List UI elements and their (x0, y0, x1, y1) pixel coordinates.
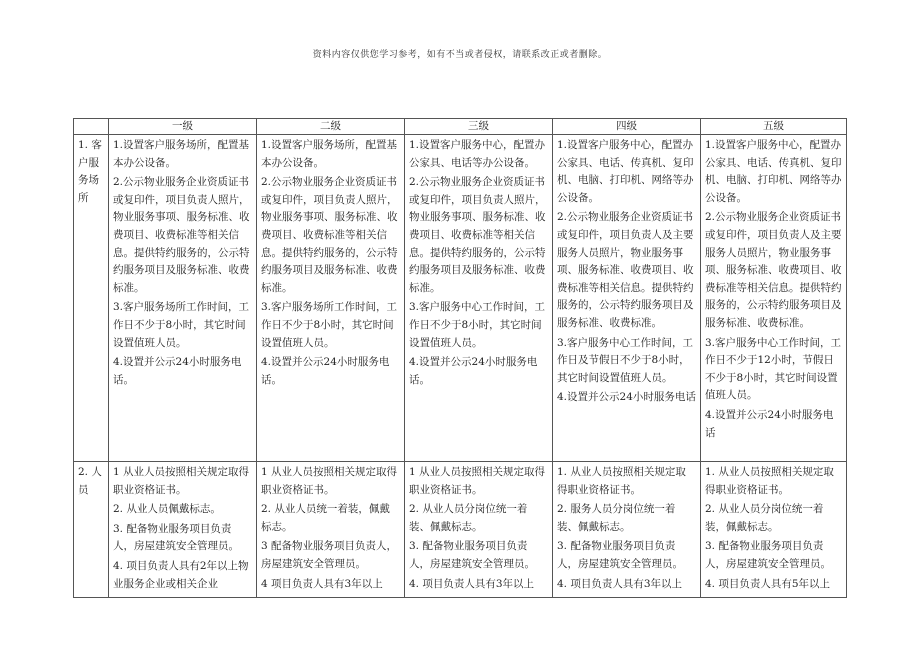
cell-item: 2. 从业人员分岗位统一着装，佩戴标志。 (705, 503, 824, 533)
row-category: 1. 客户服务场所 (74, 135, 109, 462)
cell-item: 2. 从业人员佩戴标志。 (113, 503, 221, 516)
cell-item: 3.客户服务中心工作时间，工作日不少于12小时，节假日不少于8小时，其它时间设置值班人员。 (705, 336, 842, 402)
cell-item: 4.设置并公示24小时服务电话 (705, 408, 834, 439)
cell-item: 3. 配备物业服务项目负责人，房屋建筑安全管理员。 (705, 540, 831, 570)
cell-item: 4 项目负责人具有3年以上 (261, 577, 383, 590)
table-row (74, 135, 847, 462)
level-5-cell (701, 462, 847, 598)
cell-item: 3.客户服务中心工作时间，工作日不少于8小时，其它时间设置值班人员。 (409, 301, 546, 349)
cell-item: 3.客户服务场所工作时间，工作日不少于8小时，其它时间设置值班人员。 (261, 301, 398, 349)
cell-item: 4. 项目负责人具有3年以上 (409, 577, 535, 590)
table-row (74, 462, 847, 598)
header-level-3: 三级 (405, 119, 553, 135)
cell-item: 2.公示物业服务企业资质证书或复印件，项目负责人照片，物业服务事项、服务标准、收费项目、收费标准等相关信息。提供特约服务的，公示特约服务项目及服务标准、收费标准。 (113, 176, 250, 294)
cell-item: 2.公示物业服务企业资质证书或复印件，项目负责人照片，物业服务事项、服务标准、收费项目、收费标准等相关信息。提供特约服务的，公示特约服务项目及服务标准、收费标准。 (261, 176, 398, 294)
cell-item: 2. 从业人员分岗位统一着装、佩戴标志。 (409, 503, 528, 533)
cell-item: 1.设置客户服务中心，配置办公家具、电话、传真机、复印机、电脑、打印机、网络等办公设备。 (705, 139, 842, 204)
cell-item: 3. 配备物业服务项目负责人，房屋建筑安全管理员。 (113, 522, 239, 553)
cell-item: 1.设置客户服务场所，配置基本办公设备。 (261, 139, 398, 169)
cell-item: 3. 配备物业服务项目负责人，房屋建筑安全管理员。 (409, 540, 535, 570)
cell-item: 4.设置并公示24小时服务电话 (557, 391, 696, 404)
cell-item: 2. 服务人员分岗位统一着装、佩戴标志。 (557, 503, 676, 533)
row-category: 2. 人员 (74, 462, 109, 598)
level-1-cell (109, 462, 257, 598)
header-blank-cell (74, 119, 109, 135)
header-level-5: 五级 (701, 119, 847, 135)
level-2-cell (257, 462, 405, 598)
cell-item: 1.设置客户服务中心，配置办公家具、电话等办公设备。 (409, 139, 546, 169)
cell-item: 1.设置客户服务场所，配置基本办公设备。 (113, 139, 250, 169)
level-2-cell (257, 135, 405, 462)
cell-item: 1 从业人员按照相关规定取得职业资格证书。 (409, 466, 546, 496)
cell-item: 2.公示物业服务企业资质证书或复印件，项目负责人照片，物业服务事项、服务标准、收费项目、收费标准等相关信息。提供特约服务的，公示特约服务项目及服务标准、收费标准。 (409, 176, 546, 294)
cell-item: 1.设置客户服务中心，配置办公家具、电话、传真机、复印机、电脑、打印机、网络等办公设备。 (557, 139, 694, 204)
cell-item: 4.设置并公示24小时服务电话。 (409, 356, 538, 386)
cell-item: 1. 从业人员按照相关规定取得职业资格证书。 (557, 466, 686, 496)
cell-item: 4.设置并公示24小时服务电话。 (113, 356, 242, 386)
cell-item: 4.设置并公示24小时服务电话。 (261, 356, 390, 386)
level-4-cell (553, 135, 701, 462)
cell-item: 1 从业人员按照相关规定取得职业资格证书。 (261, 466, 398, 496)
cell-item: 3.客户服务场所工作时间，工作日不少于8小时，其它时间设置值班人员。 (113, 301, 250, 349)
cell-item: 4. 项目负责人具有2年以上物业服务企业或相关企业 (113, 559, 249, 590)
copyright-notice: 资料内容仅供您学习参考，如有不当或者侵权，请联系改正或者删除。 (312, 50, 608, 60)
header-level-1: 一级 (109, 119, 257, 135)
cell-item: 2.公示物业服务企业资质证书或复印件，项目负责人及主要服务人员照片，物业服务事项、服务标准、收费项目、收费标准等相关信息。提供特约服务的，公示特约服务项目及服务标准、收费标准。 (557, 211, 694, 329)
level-1-cell (109, 135, 257, 462)
level-3-cell (405, 135, 553, 462)
table-header-row (74, 119, 847, 135)
cell-item: 2.公示物业服务企业资质证书或复印件，项目负责人及主要服务人员照片，物业服务事项、服务标准、收费项目、收费标准等相关信息。提供特约服务的，公示特约服务项目及服务标准、收费标准。 (705, 211, 842, 329)
cell-item: 1. 从业人员按照相关规定取得职业资格证书。 (705, 466, 834, 496)
cell-item: 4. 项目负责人具有5年以上 (705, 577, 831, 590)
cell-item: 3 配备物业服务项目负责人，房屋建筑安全管理员。 (261, 540, 398, 570)
level-3-cell (405, 462, 553, 598)
service-standards-table (73, 118, 847, 598)
header-level-4: 四级 (553, 119, 701, 135)
cell-item: 1 从业人员按照相关规定取得职业资格证书。 (113, 466, 250, 496)
level-5-cell (701, 135, 847, 462)
cell-item: 4. 项目负责人具有3年以上 (557, 577, 683, 590)
header-level-2: 二级 (257, 119, 405, 135)
level-4-cell (553, 462, 701, 598)
cell-item: 3. 配备物业服务项目负责人，房屋建筑安全管理员。 (557, 540, 683, 570)
cell-item: 3.客户服务中心工作时间，工作日及节假日不少于8小时，其它时间设置值班人员。 (557, 336, 694, 384)
cell-item: 2. 从业人员统一着装，佩戴标志。 (261, 503, 390, 533)
